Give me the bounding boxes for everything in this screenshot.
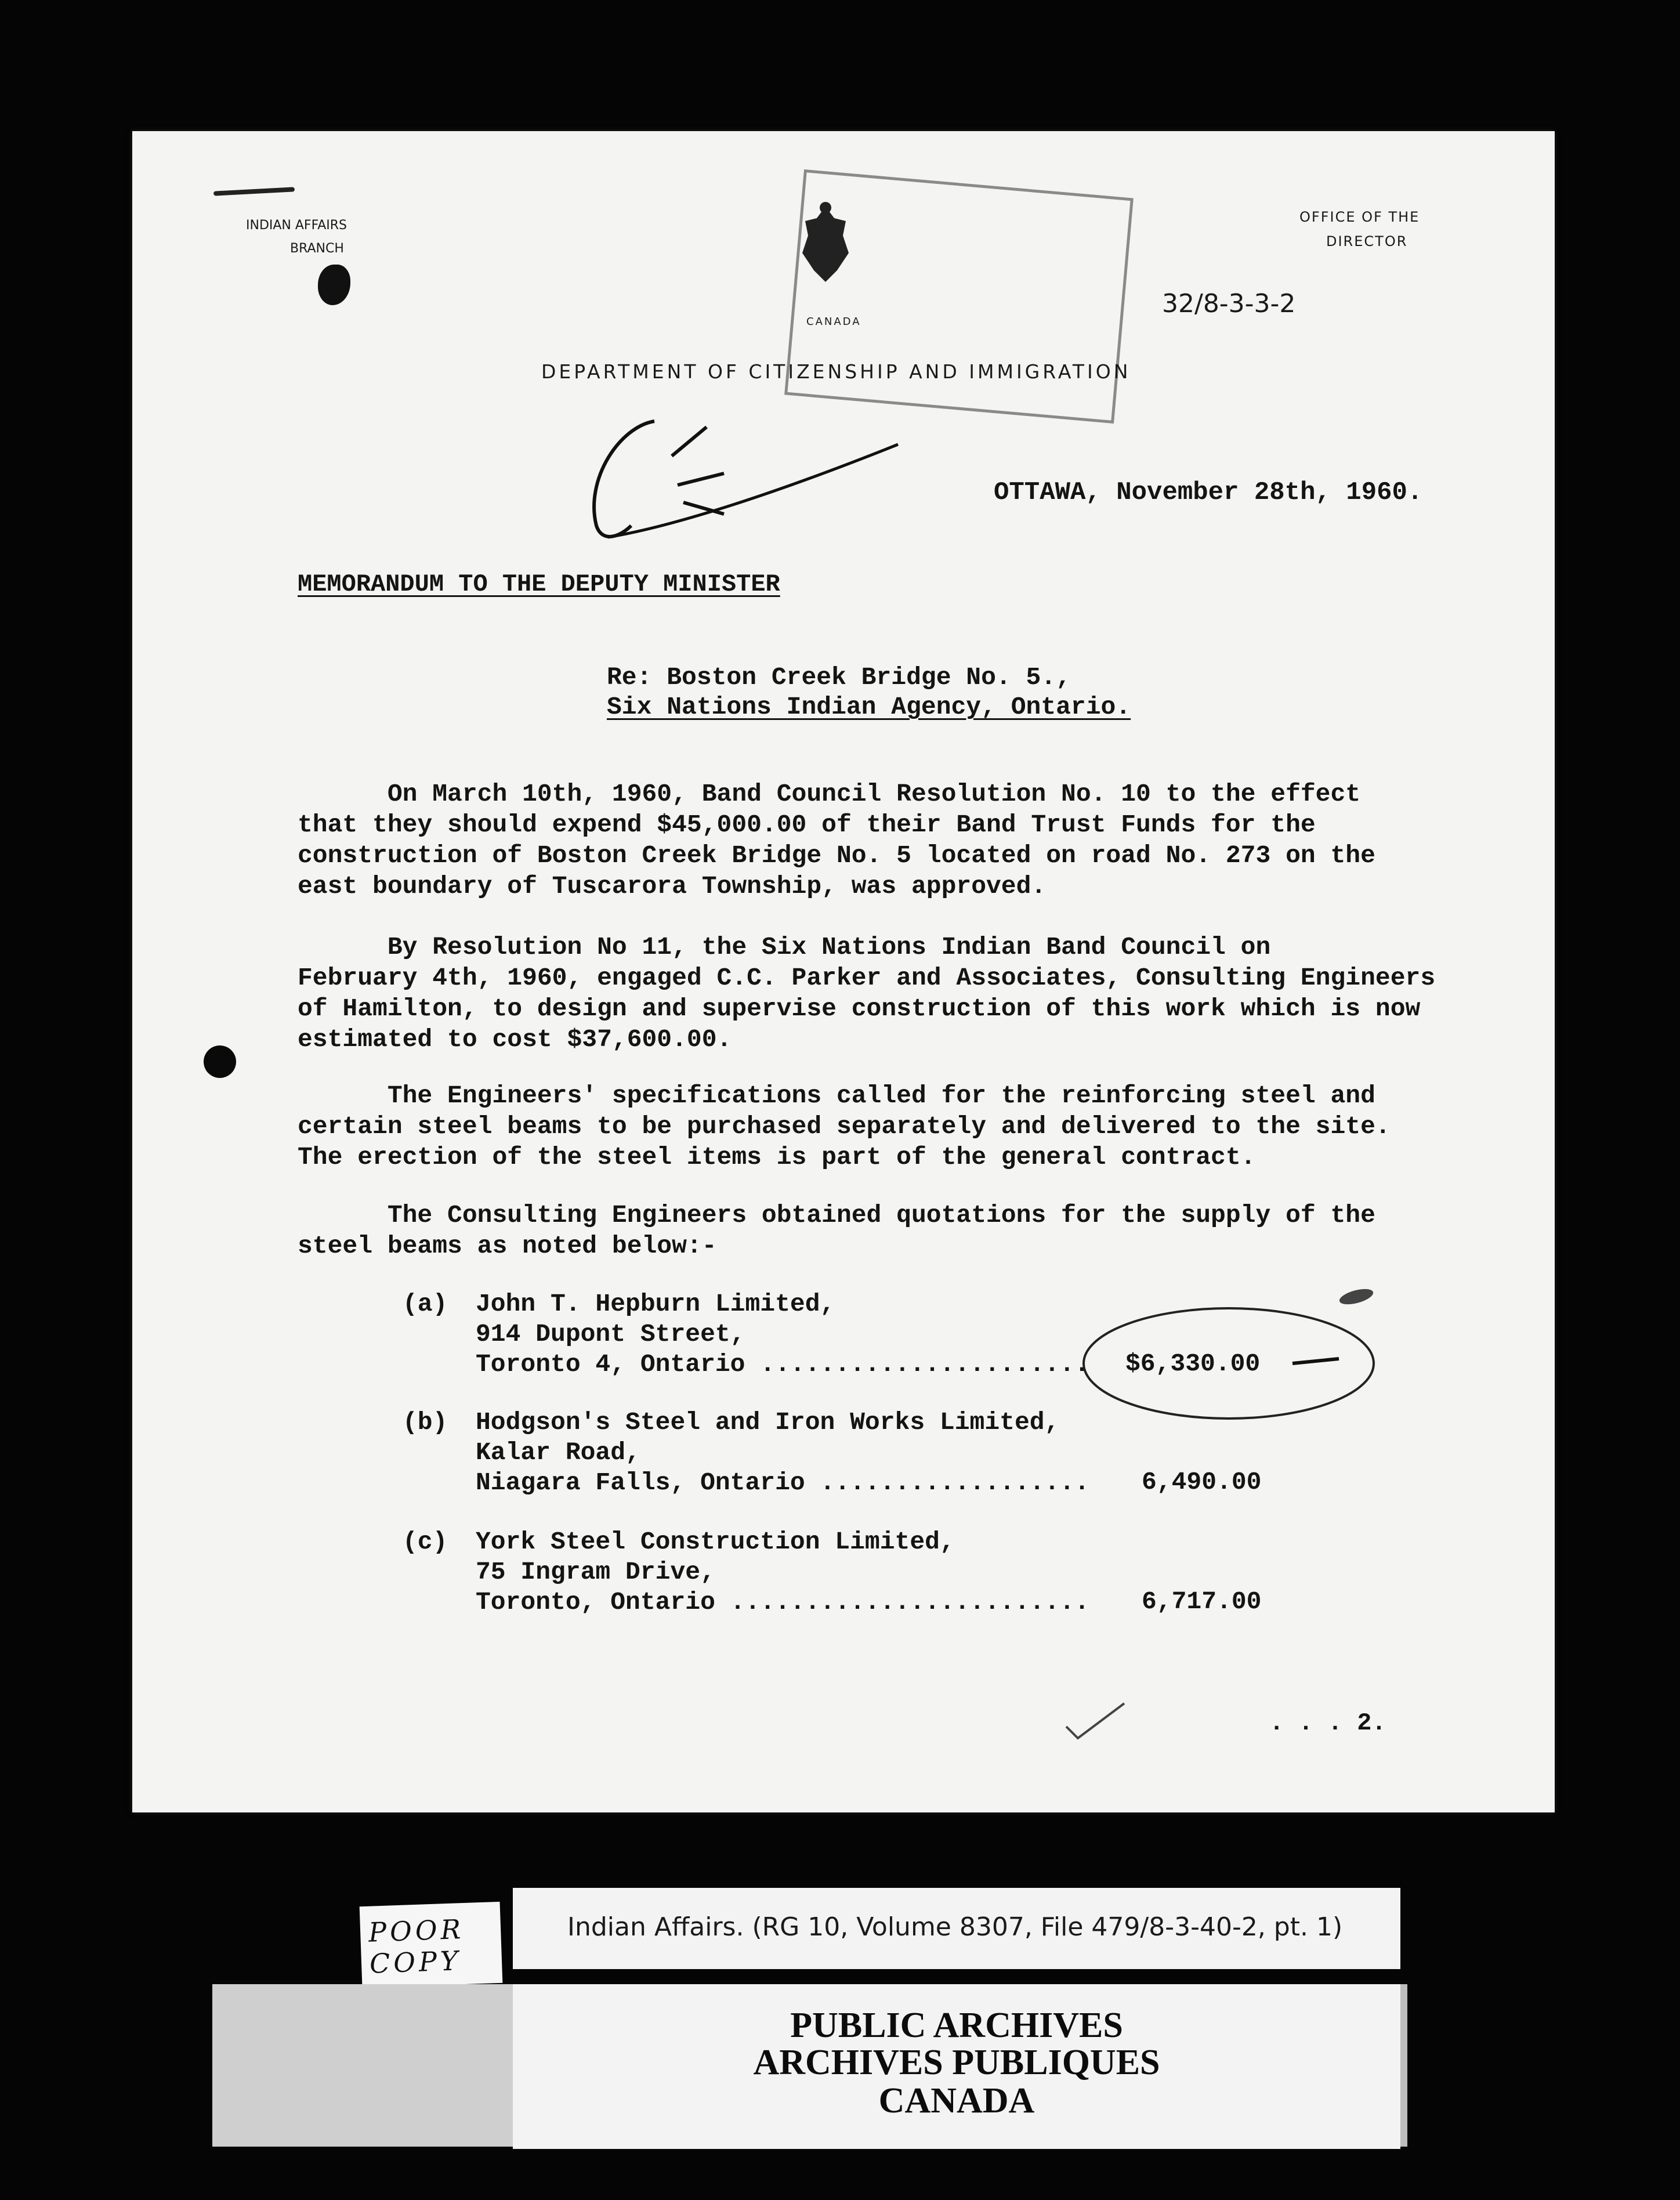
quotation-a-lines: John T. Hepburn Limited, 914 Dupont Street, Toronto 4, Ontario ...................... bbox=[476, 1290, 1089, 1378]
pen-mark bbox=[213, 187, 295, 196]
paragraph-1: On March 10th, 1960, Band Council Resolution No. 10 to the effect that they should expend $45,000.00 of their Band Trust Funds for the construction of Boston Creek Bridge No. 5 located on road No. 273 on the east boundary of Tuscarora Township, was approved. bbox=[298, 780, 1375, 900]
date-line: OTTAWA, November 28th, 1960. bbox=[994, 478, 1423, 507]
office-line2: DIRECTOR bbox=[1326, 233, 1408, 249]
paragraph-3: The Engineers' specifications called for the reinforcing steel and certain steel beams to be purchased separately and delivered to the site. The erection of the steel items is part of the general contract. bbox=[298, 1081, 1391, 1171]
handwritten-circle-mark bbox=[1072, 1294, 1385, 1433]
quotation-c-label: (c) bbox=[403, 1528, 448, 1556]
quotation-b-label: (b) bbox=[403, 1408, 448, 1436]
file-number: 32/8-3-3-2 bbox=[1162, 289, 1296, 319]
quotation-a-label: (a) bbox=[403, 1290, 448, 1318]
ink-blot bbox=[318, 265, 350, 305]
quotation-b-lines: Hodgson's Steel and Iron Works Limited, Kalar Road, Niagara Falls, Ontario .................. bbox=[476, 1408, 1089, 1497]
archive-reference: Indian Affairs. (RG 10, Volume 8307, File 479/8-3-40-2, pt. 1) bbox=[567, 1912, 1343, 1942]
quotation-b-amount: 6,490.00 bbox=[1142, 1468, 1262, 1496]
department-name: DEPARTMENT OF CITIZENSHIP AND IMMIGRATION bbox=[541, 360, 1131, 383]
re-line1: Re: Boston Creek Bridge No. 5., bbox=[607, 663, 1071, 692]
poor-copy-text: POOR COPY bbox=[368, 1913, 465, 1980]
letterhead-branch-line2: BRANCH bbox=[290, 241, 344, 256]
quotation-a-amount: $6,330.00 bbox=[1125, 1349, 1261, 1378]
checkmark-icon bbox=[1060, 1698, 1130, 1744]
archive-reference-label bbox=[513, 1888, 1400, 1969]
quotation-c-lines: York Steel Construction Limited, 75 Ingram Drive, Toronto, Ontario ........................ bbox=[476, 1528, 1089, 1616]
handwritten-initials-mark bbox=[562, 386, 910, 560]
office-line1: OFFICE OF THE bbox=[1299, 209, 1420, 225]
handwritten-initials-text: CE bbox=[701, 479, 716, 493]
paragraph-4: The Consulting Engineers obtained quotations for the supply of the steel beams as noted below:- bbox=[298, 1201, 1375, 1260]
memo-title: MEMORANDUM TO THE DEPUTY MINISTER bbox=[298, 570, 780, 598]
crest-caption: CANADA bbox=[806, 316, 861, 328]
page-continuation: . . . 2. bbox=[1269, 1709, 1386, 1737]
archive-stamp bbox=[513, 1984, 1400, 2149]
received-stamp bbox=[784, 169, 1134, 424]
poor-copy-note bbox=[360, 1902, 503, 1988]
paragraph-2: By Resolution No 11, the Six Nations Indian Band Council on February 4th, 1960, engaged C.C. Parker and Associates, Consulting Engineers of Hamilton, to design and supervise construction of this work which is now estimated to cost $37,600.00. bbox=[298, 933, 1436, 1054]
re-line2: Six Nations Indian Agency, Ontario. bbox=[607, 693, 1131, 721]
hole-punch-mark bbox=[204, 1045, 236, 1078]
archive-stamp-line2: ARCHIVES PUBLIQUES bbox=[753, 2043, 1160, 2082]
letterhead-branch-line1: INDIAN AFFAIRS bbox=[246, 218, 347, 233]
quotation-c-amount: 6,717.00 bbox=[1142, 1587, 1262, 1616]
film-strip-left bbox=[212, 1984, 514, 2147]
memo-page bbox=[132, 131, 1555, 1812]
archive-stamp-line3: CANADA bbox=[878, 2081, 1035, 2121]
archive-stamp-line1: PUBLIC ARCHIVES bbox=[790, 2006, 1123, 2045]
